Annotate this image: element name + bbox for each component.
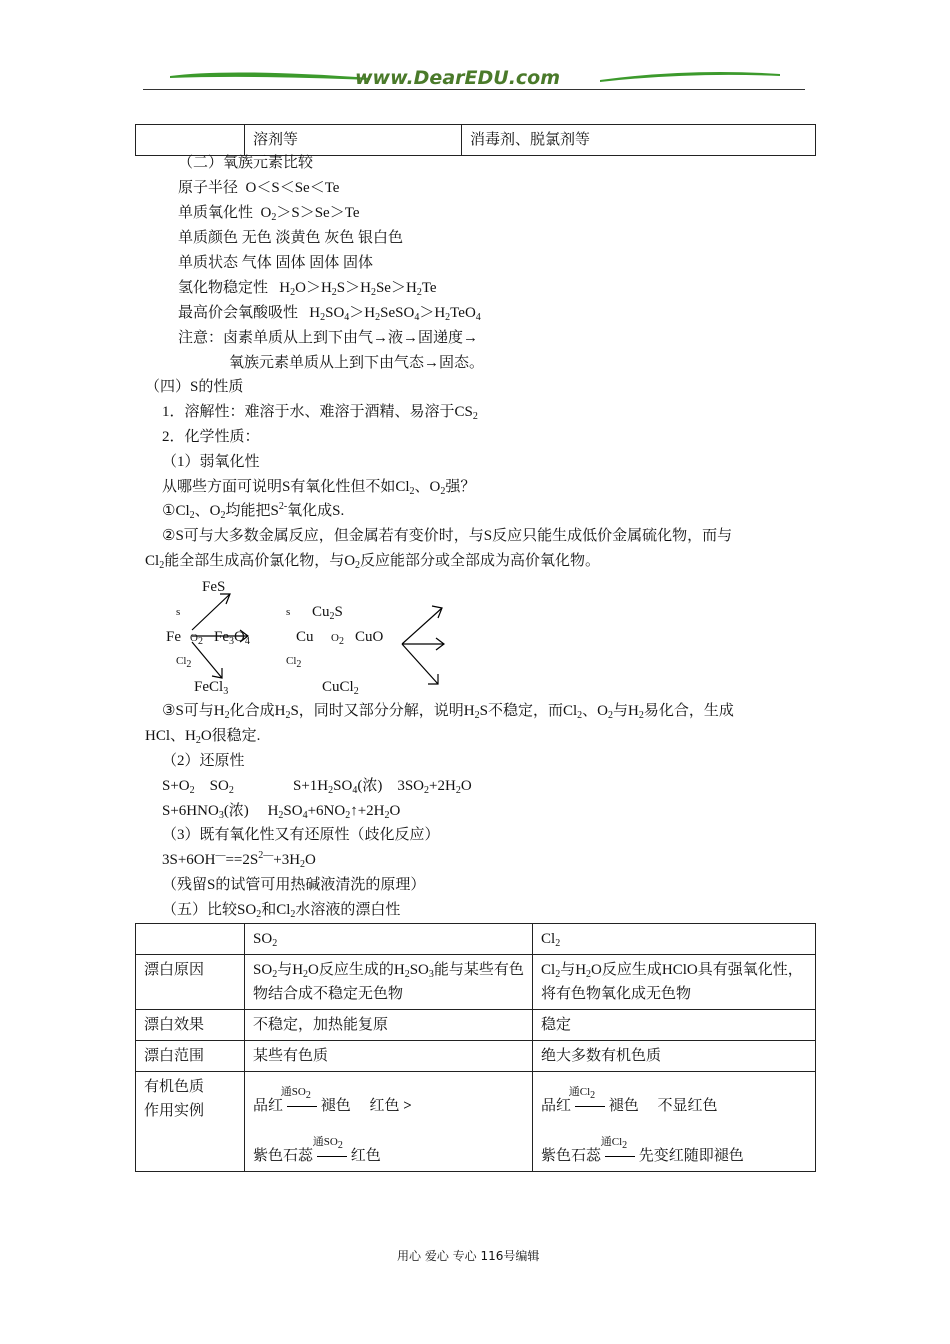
line-hydride: 氢化物稳定性 $H_2O>H_2S>H_2Se>H_2Te$ <box>178 280 437 298</box>
table-row <box>136 924 816 955</box>
line-radius: 原子半径 O＜S＜Se＜Te <box>178 180 340 196</box>
table-cell: 某些有色质 <box>245 1041 533 1072</box>
compare-table <box>135 923 816 1172</box>
col-header: $Cl_2$ <box>533 924 816 955</box>
product-cuo: CuO <box>355 629 384 645</box>
note-line: 注意：卤素单质从上到下由气→液→固递度→ <box>178 330 479 346</box>
note-line: 氧族元素单质从上到下由气态→固态。 <box>229 355 485 371</box>
disproportion-title: （3）既有氧化性又有还原性（歧化反应） <box>162 827 440 843</box>
product-fecl3: FeCl$_3$ <box>194 679 229 697</box>
top-table-cell: 消毒剂、脱氯剂等 <box>462 125 816 156</box>
reagent-s: s <box>176 606 181 618</box>
top-table-cell: 溶剂等 <box>245 125 462 156</box>
section-title: （四）S的性质 <box>145 379 244 395</box>
reagent-o2: $O_2$ <box>190 632 203 647</box>
reactant-fe: Fe <box>166 629 181 645</box>
point2-line: ②S可与大多数金属反应，但金属若有变价时，与S反应只能生成低价金属硫化物，而与 <box>162 528 733 544</box>
reagent-cl2: $Cl_2$ <box>176 655 192 670</box>
table-row <box>136 1072 816 1172</box>
product-cu2s: $Cu_2S$ <box>312 604 343 622</box>
example-line: 紫色石蕊 通$Cl_2$ 先变红随即褪色 <box>541 1136 744 1164</box>
point3-line: ③S可与$H_2$化合成$H_2S$，同时又部分分解，说明$H_2S$不稳定，而$Cl_2$、$O_2$与$H_2$易化合，生成 <box>162 703 734 721</box>
reduction-title: （2）还原性 <box>162 753 245 769</box>
table-cell: $Cl_2$与$H_2O$反应生成HClO具有强氧化性，将有色物氧化成无色物 <box>533 955 816 1010</box>
table-cell: $SO_2$与$H_2O$反应生成的$H_2SO_3$能与某些有色物结合成不稳定无色物 <box>245 955 533 1010</box>
site-name[interactable]: www.DearEDU.com <box>355 67 561 89</box>
point2-line: $Cl_2$能全部生成高价氯化物，与$O_2$反应能部分或全部成为高价氧化物。 <box>145 553 601 571</box>
note-line: （残留S的试管可用热碱液清洗的原理） <box>162 877 426 893</box>
equation: $3S+6OH^—==2S^{2—}+3H_2O$ <box>162 850 316 870</box>
row-header: 漂白原因 <box>136 955 245 1010</box>
equation: $S+O_2$ $SO_2$ <box>162 778 234 796</box>
header-rule <box>143 89 805 90</box>
table-cell: 稳定 <box>533 1010 816 1041</box>
solubility-line: 1．溶解性：难溶于水、难溶于酒精、易溶于$CS_2$ <box>162 404 478 422</box>
table-cell: 绝大多数有机色质 <box>533 1041 816 1072</box>
example-line: 品红 通$SO_2$ 褪色 红色 > <box>253 1086 412 1114</box>
reagent-o2: $O_2$ <box>331 632 344 647</box>
equation: $S+1H_2SO_4$(浓) $3SO_2+2H_2O$ <box>293 778 472 796</box>
row-header: 有机色质 作用实例 <box>136 1072 245 1172</box>
table-row <box>136 1041 816 1072</box>
example-line: 紫色石蕊 通$SO_2$ 红色 <box>253 1136 381 1164</box>
question-line: 从哪些方面可说明S有氧化性但不如$Cl_2$、$O_2$强？ <box>162 479 476 497</box>
table-row <box>136 955 816 1010</box>
line-acid: 最高价会氧酸吸性 $H_2SO_4>H_2SeSO_4>H_2TeO_4$ <box>178 305 481 323</box>
reactant-cu: Cu <box>296 629 314 645</box>
row-header: 漂白范围 <box>136 1041 245 1072</box>
product-fe3o4: $Fe_3O_4$ <box>214 629 250 647</box>
example-line: 品红 通$Cl_2$ 褪色 不显红色 <box>541 1086 718 1114</box>
table-row <box>136 1010 816 1041</box>
line-color: 单质颜色 无色 淡黄色 灰色 银白色 <box>178 230 404 246</box>
line-oxidation: 单质氧化性 $O_2>S>Se>Te$ <box>178 205 360 223</box>
point1-line: $①Cl_2$、$O_2$均能把$S^{2-}$氧化成S. <box>162 501 345 521</box>
compare-title: （五）比较$SO_2$和$Cl_2$水溶液的漂白性 <box>162 902 401 920</box>
col-header: $SO_2$ <box>245 924 533 955</box>
reagent-s: s <box>286 606 291 618</box>
chem-line: 2．化学性质： <box>162 429 260 445</box>
reagent-cl2: $Cl_2$ <box>286 655 302 670</box>
page-footer: 用心 爱心 专心 116号编辑 <box>397 1249 540 1263</box>
equation: $S+6HNO_3$(浓) $H_2SO_4+6NO_2↑+2H_2O$ <box>162 803 401 821</box>
weak-ox-line: （1）弱氧化性 <box>162 454 260 470</box>
line-state: 单质状态 气体 固体 固体 固体 <box>178 255 374 271</box>
point3-line: HCl、$H_2O$很稳定. <box>145 728 261 746</box>
table-cell <box>245 1072 533 1172</box>
product-fes: FeS <box>202 579 226 595</box>
top-table <box>135 124 816 156</box>
table-cell: 不稳定，加热能复原 <box>245 1010 533 1041</box>
row-header: 漂白效果 <box>136 1010 245 1041</box>
table-cell <box>533 1072 816 1172</box>
section-title: （二）氧族元素比较 <box>178 155 314 171</box>
product-cucl2: CuCl$_2$ <box>322 679 359 697</box>
